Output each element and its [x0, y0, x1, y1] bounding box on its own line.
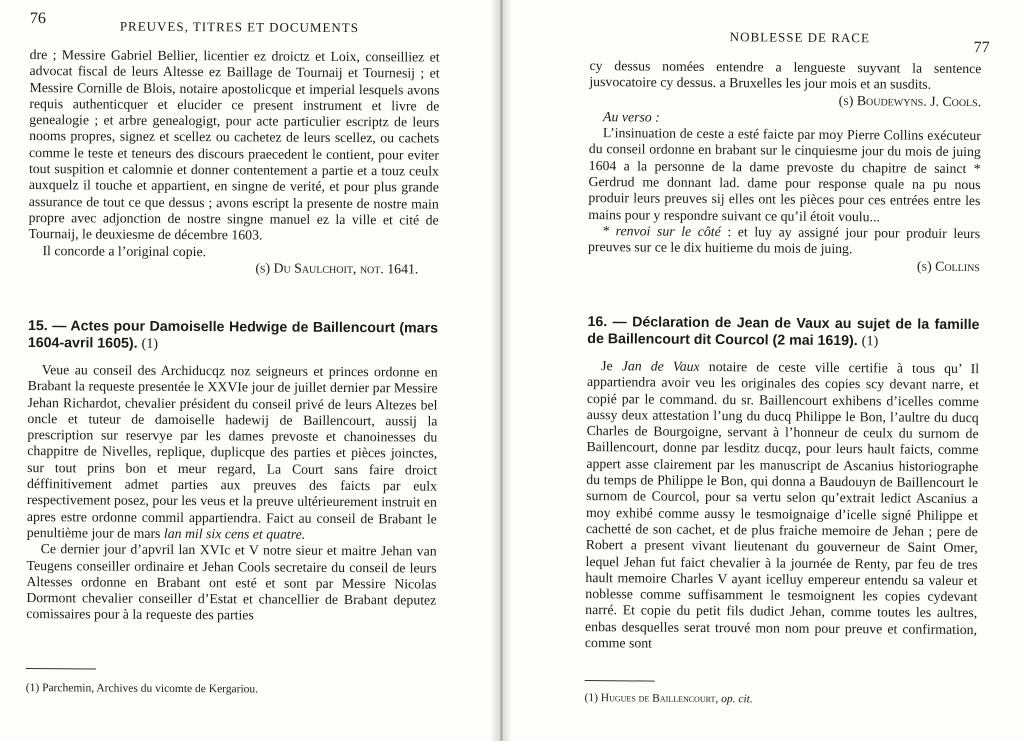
left-footnote-rule [26, 668, 96, 669]
section-16-title-text: 16. — Déclaration de Jean de Vaux au sujet de la famille de Baillencourt dit Courcol (2 mai 1619). [587, 314, 980, 349]
right-renvoi-text: : et luy ay assigné jour pour produir leurs preuves sur ce le dix huitieme du mois de juing. [588, 224, 981, 257]
section-16-para-name: Jan de Vaux [621, 358, 700, 374]
section-16-para-text: notaire de ceste ville certifie à tous qu’ Il appartiendra avoir veu les originales des copies scy devant narre, et copié par le command. du sr. Baillencourt exhibens d’icelles comme aussy deux attestation l’ung du ducq Philippe le Bon, l’aultre du ducq Charles de Bourgoigne, servant à l’honneur de ceulx du surnom de Baillencourt, donne par lesditz ducqz, pour leurs hault faicts, comme appert asse clairement par les manuscript de Ascanius historiographe du temps de Philippe le Bon, qui donna a Baudouyn de Baillencourt le surnom de Courcol, pour sa vertu selon qu’extrait ledict Ascanius a moy exhibé comme aussy le tesmoignaige d’icelle signé Philippe et cachetté de son cachet, et de plus fraiche memoire de Jehan ; pere de Robert a present vivant lieutenant du gouverneur de Saint Omer, lequel Jehan fut faict chevalier à la journée de Renty, par feu de tres hault memoire Charles V ayant icelluy empereur entendu sa valeur et noblesse comme suffisamment le tesmoignent les copies cydevant narré. Et copie du petit fils dudict Jehan, comme toutes les aultres, enbas desquelles serat trouvé mon nom pour preuve et confirmation, comme sont [584, 359, 980, 651]
left-page-number: 76 [29, 10, 46, 28]
right-insinuation: L’insinuation de ceste a esté faicte par moy Pierre Collins exécuteur du conseil ordonne en brabant sur le cinquiesme jour du mois de juing 1604 a la personne de la dame prevoste du chapitre de sainct * Gerdrud me donnant lad. dame pour response quale na pu nous produir leurs preuves sij elles ont les pièces pour ces entrées entre les mains pour y respondre suivant ce qu’il étoit voulu... [588, 125, 982, 225]
right-renvoi [588, 223, 980, 259]
right-continuation-text: cy dessus nomées entendre a lengueste suyvant la sentence jusvocatoire cy dessus. a Bruxelles les jour mois et an susdits. [589, 58, 982, 93]
right-footnote-rule [585, 680, 655, 682]
left-running-head: PREUVES, TITRES ET DOCUMENTS [119, 18, 360, 36]
left-footnote: (1) Parchemin, Archives du vicomte de Kergariou. [25, 682, 259, 696]
right-au-verso: Au verso : [603, 109, 660, 125]
right-renvoi-label: * renvoi sur le côté [602, 223, 721, 240]
left-section-15 [28, 318, 438, 354]
section-15-title [28, 318, 438, 354]
section-16-para [585, 358, 979, 654]
section-16-note-ref: (1) [861, 332, 879, 349]
section-16-para-je: Je [601, 358, 613, 374]
right-footnote [584, 692, 752, 705]
section-15-para1 [27, 362, 438, 544]
right-footnote-author: Hugues de Baillencourt, [600, 692, 719, 706]
right-section-16-body [585, 358, 979, 654]
right-section-16 [587, 314, 979, 350]
book-gutter [490, 0, 512, 741]
section-15-title-text: 15. — Actes pour Damoiselle Hedwige de Baillencourt (mars 1604-avril 1605). [27, 318, 439, 352]
left-page [15, 0, 440, 744]
right-page [576, 0, 990, 744]
right-signature-2: (s) Collins [916, 258, 980, 274]
section-15-para1-italic: lan mil six cens et quatre. [163, 525, 306, 542]
section-15-para2: Ce dernier jour d’apvril lan XVIc et V notre sieur et maitre Jehan van Teugens conseiller ordinaire et Jehan Cools secretaire du conseil de leurs Altesses ordonne en Brabant ont esté et sont par Messire Nicolas Dormont chevalier conseiller d’Estat et chancellier de Brabant deputez comissaires pour à la requeste des parties [26, 541, 437, 623]
right-footnote-num: (1) [584, 692, 598, 705]
section-15-para1-main: Veue au conseil des Archiducqz noz seigneurs et princes ordonne en Brabant la requeste presentée le XXVIe jour de juillet dernier par Messire Jehan Richardot, chevalier président du conseil privé de leurs Altezes bel oncle et tuteur de damoiselle hadewij de Baillencourt, aussij la prescription sur reservye par les dames prevoste et chanoinesses du chappitre de Nivelles, replique, duplicque des parties et pièces joinctes, sur tout prins bon et meur regard, La Court sans faire droict déffinitivement admet parties aux preuves des faicts par eulx respectivement posez, pour les veus et la preuve ultérieurement instruit en apres estre ordonne commil appartiendra. Faict au conseil de Brabant le penultième jour de mars [26, 362, 438, 541]
right-continuation-block [588, 58, 982, 275]
left-continuation-block [28, 47, 439, 278]
left-concorde: Il concorde a l’original copie. [42, 242, 207, 259]
left-signature: (s) Du Saulchoit, not. 1641. [255, 260, 419, 277]
section-15-note-ref: (1) [141, 335, 159, 352]
right-signature-1: (s) Boudewyns. J. Cools. [838, 92, 982, 109]
right-page-number: 77 [973, 39, 990, 57]
left-section-15-body [26, 362, 438, 625]
right-running-head: NOBLESSE DE RACE [729, 29, 871, 46]
section-16-title [587, 314, 979, 350]
right-footnote-ref: op. cit. [721, 693, 753, 706]
left-continuation-text: dre ; Messire Gabriel Bellier, licentier ez droictz et Loix, conseilliez et advocat fiscal de leurs Altesse ez Baillage de Tournaij et Tournesij ; et Messire Cornille de Blois, notaire apostolicque et imperial lesquels avons requis authenticquer et elucider ce present instrument et livre de genealogie ; et arbre genealogigt, pour acte particulier escriptz de leurs nooms propres, signez et scellez ou cachetez de leurs scellez, ou cachets comme le teste et teneurs des discours praecedent le contient, pour eviter tout suspition et calomnie et donner contentement a partie et a touz ceulx auxquelz il touche et appartient, en singne de verité, et pour plus grande assurance de tout ce que dessus ; avons escript la presente de nostre main propre avec adjonction de nostre singne manuel ez la ville et cité de Tournaij, le deuxiesme de décembre 1603. [28, 47, 440, 243]
